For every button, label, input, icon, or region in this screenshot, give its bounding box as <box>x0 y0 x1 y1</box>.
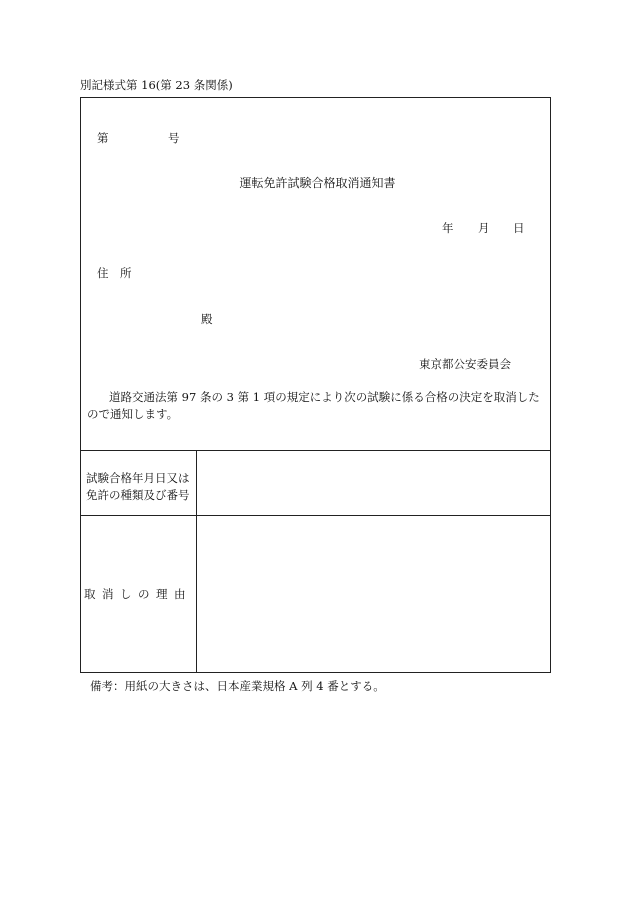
issuer-name: 東京都公安委員会 <box>419 357 511 371</box>
table-row2-value-cell <box>197 516 550 672</box>
document-number-suffix: 号 <box>168 131 180 145</box>
document-title <box>0 177 630 189</box>
table-row1-label-line2: 免許の種類及び番号 <box>86 488 190 502</box>
document-number-prefix: 第 <box>97 131 109 145</box>
table-row1-label <box>86 470 190 504</box>
table-row1-value-cell <box>197 451 550 515</box>
remarks-note: 備考：用紙の大きさは、日本産業規格 A 列 4 番とする。 <box>90 679 385 693</box>
address-label-first-char: 住 <box>97 266 109 280</box>
form-reference: 別記様式第 16(第 23 条関係) <box>80 78 233 92</box>
document-title-text: 運転免許試験合格取消通知書 <box>239 176 396 190</box>
table-row2-label: 取消しの理由 <box>84 587 192 601</box>
recipient-honorific: 殿 <box>201 312 213 326</box>
date-month-label: 月 <box>478 221 490 235</box>
date-day-label: 日 <box>513 221 525 235</box>
date-year-label: 年 <box>442 221 454 235</box>
notice-body-text: 道路交通法第 97 条の 3 第 1 項の規定により次の試験に係る合格の決定を取消したので通知します。 <box>87 390 540 421</box>
address-label-second-char: 所 <box>120 266 132 280</box>
table-row1-label-line1: 試験合格年月日又は <box>86 471 190 485</box>
